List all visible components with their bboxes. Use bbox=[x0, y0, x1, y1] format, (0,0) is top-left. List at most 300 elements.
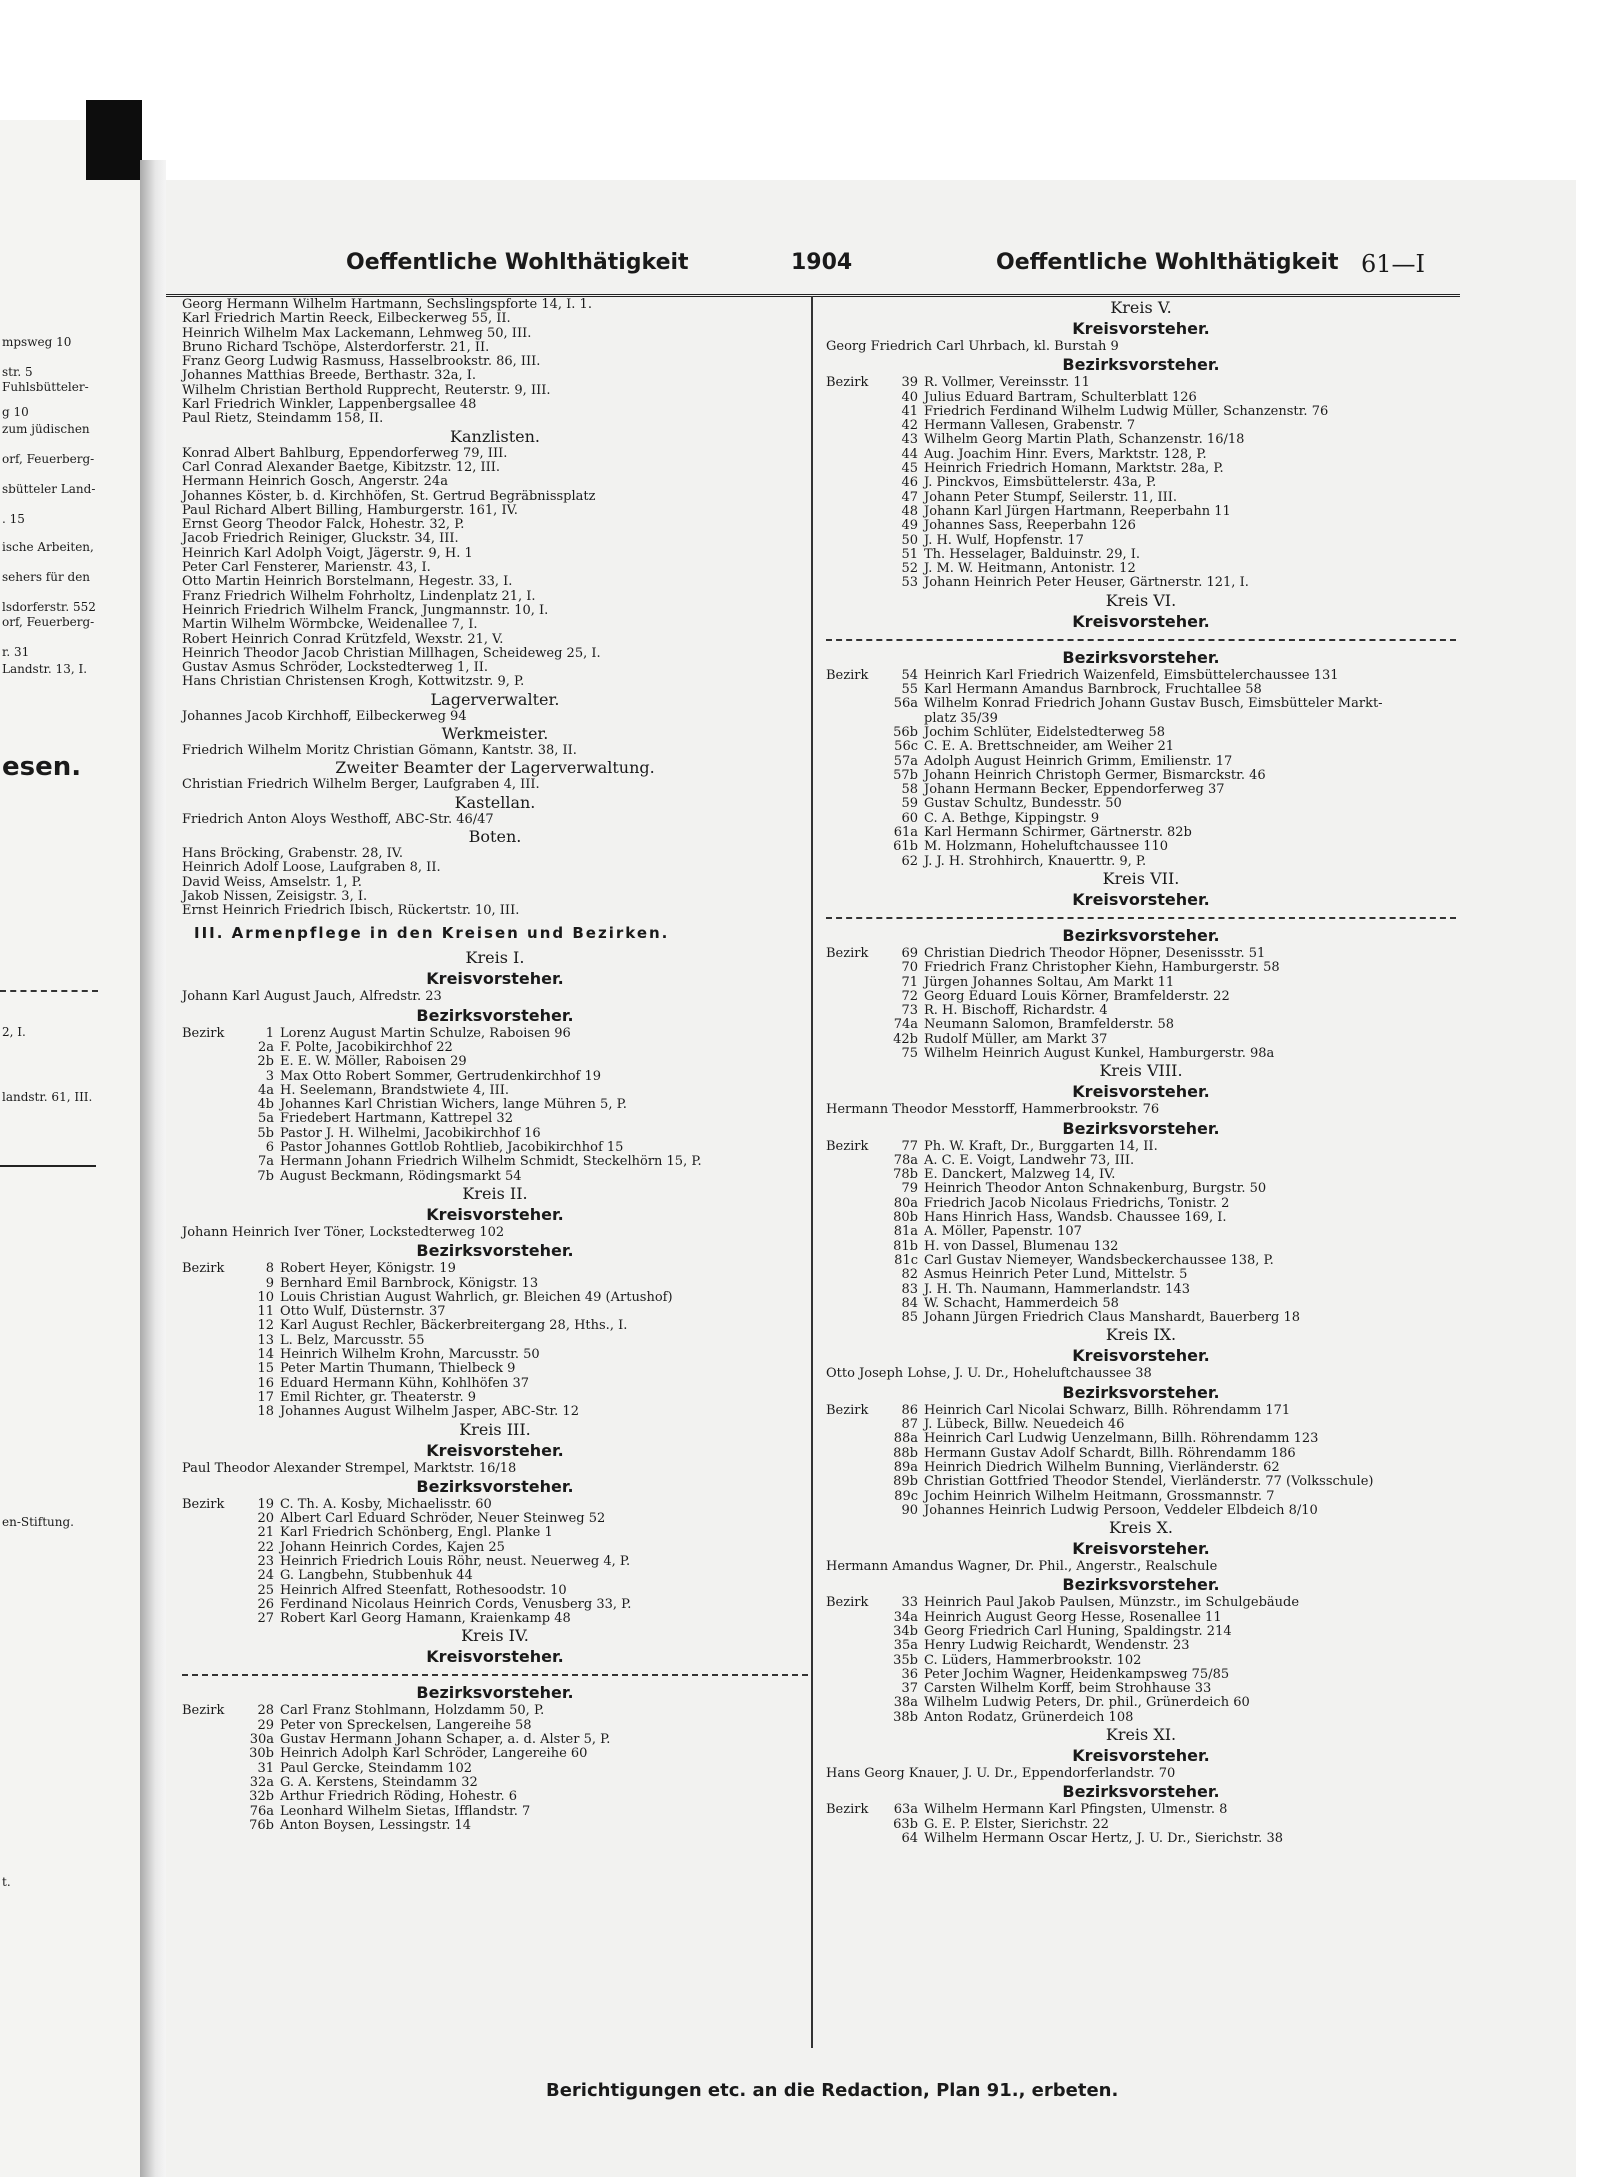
list-entry: Heinrich Adolf Loose, Laufgraben 8, II. bbox=[182, 860, 441, 876]
bezirk-name: C. A. Bethge, Kippingstr. 9 bbox=[924, 810, 1100, 826]
bezirk-label bbox=[182, 1405, 240, 1419]
bezirk-number: 56a bbox=[893, 696, 918, 712]
bezirk-entry bbox=[182, 1541, 808, 1555]
bezirksvorsteher-heading: Bezirksvorsteher. bbox=[416, 1241, 574, 1261]
bezirk-name: Wilhelm Konrad Friedrich Johann Gustav Busch, Eimsbütteler Markt- bbox=[924, 696, 1383, 712]
bezirk-number: 46 bbox=[901, 475, 918, 491]
list-entry: David Weiss, Amselstr. 1, P. bbox=[182, 874, 362, 890]
bezirk-entry bbox=[182, 1526, 808, 1540]
bezirk-entry bbox=[826, 1625, 1456, 1639]
bezirk-name: Anton Rodatz, Grünerdeich 108 bbox=[924, 1709, 1134, 1725]
bezirk-name: Julius Eduard Bartram, Schulterblatt 126 bbox=[924, 389, 1197, 405]
bezirk-label bbox=[826, 740, 884, 754]
bezirk-label bbox=[826, 1625, 884, 1639]
bezirksvorsteher-heading: Bezirksvorsteher. bbox=[1062, 1382, 1220, 1402]
list-entry: Wilhelm Christian Berthold Rupprecht, Reuterstr. 9, III. bbox=[182, 382, 551, 398]
prev-line: str. 5 bbox=[2, 365, 33, 379]
bezirk-number: 33 bbox=[901, 1595, 918, 1611]
list-entry: Ernst Heinrich Friedrich Ibisch, Rückertstr. 10, III. bbox=[182, 903, 520, 919]
bezirk-entry bbox=[182, 1027, 808, 1041]
bezirk-name: Georg Friedrich Carl Huning, Spaldingstr. 214 bbox=[924, 1624, 1232, 1639]
bezirk-name: Bernhard Emil Barnbrock, Königstr. 13 bbox=[280, 1275, 539, 1291]
bezirk-name: Heinrich Alfred Steenfatt, Rothesoodstr. 10 bbox=[280, 1582, 567, 1598]
bezirk-number: 37 bbox=[901, 1681, 918, 1697]
bezirk-number: 6 bbox=[265, 1140, 274, 1156]
list-entry: Hermann Heinrich Gosch, Angerstr. 24a bbox=[182, 474, 448, 490]
list-entry: Franz Georg Ludwig Rasmuss, Hasselbrookstr. 86, III. bbox=[182, 354, 541, 370]
bezirk-entry bbox=[182, 1762, 808, 1776]
bezirk-number: 36 bbox=[901, 1666, 918, 1682]
bezirk-label bbox=[826, 391, 884, 405]
bezirk-number: 57a bbox=[893, 753, 918, 769]
bezirk-number: 41 bbox=[901, 403, 918, 419]
bezirk-number: 18 bbox=[257, 1404, 274, 1420]
bezirk-entry bbox=[182, 1512, 808, 1526]
bezirk-number: 73 bbox=[901, 1003, 918, 1019]
bezirk-entry bbox=[826, 1182, 1456, 1196]
bezirk-entry bbox=[826, 1404, 1456, 1418]
bezirk-name: Friedebert Hartmann, Kattrepel 32 bbox=[280, 1111, 513, 1127]
bezirk-entry bbox=[182, 1070, 808, 1084]
kreis-title: Kreis VII. bbox=[1102, 868, 1180, 888]
bezirk-entry bbox=[826, 1268, 1456, 1282]
bezirk-entry bbox=[182, 1776, 808, 1790]
bezirk-name: G. E. P. Elster, Sierichstr. 22 bbox=[924, 1816, 1109, 1832]
bezirk-label bbox=[182, 1776, 240, 1790]
bezirk-label bbox=[182, 1127, 240, 1141]
kreis-block bbox=[826, 591, 1456, 869]
bezirk-entry bbox=[826, 1461, 1456, 1475]
kreisvorsteher-heading: Kreisvorsteher. bbox=[1072, 1746, 1210, 1766]
bezirk-entry bbox=[182, 1305, 808, 1319]
bezirk-entry bbox=[826, 462, 1456, 476]
bezirk-number: 4b bbox=[257, 1097, 274, 1113]
kreis-title: Kreis V. bbox=[1110, 298, 1172, 317]
bezirk-label bbox=[826, 1311, 884, 1325]
bezirk-label bbox=[826, 1504, 884, 1518]
bezirk-name: Hans Hinrich Hass, Wandsb. Chaussee 169, I. bbox=[924, 1210, 1227, 1226]
bezirk-number: 13 bbox=[257, 1332, 274, 1348]
bezirk-label bbox=[182, 1612, 240, 1626]
bezirk-entry bbox=[182, 1498, 808, 1512]
kreisvorsteher-name: Georg Friedrich Carl Uhrbach, kl. Burstah 9 bbox=[826, 339, 1119, 354]
bezirk-number: 47 bbox=[901, 489, 918, 505]
bezirk-number: 90 bbox=[901, 1502, 918, 1518]
bezirk-number: 88b bbox=[893, 1445, 918, 1461]
bezirk-name: G. Langbehn, Stubbenhuk 44 bbox=[280, 1568, 473, 1584]
list-entry: Jakob Nissen, Zeisigstr. 3, I. bbox=[182, 888, 368, 904]
bezirk-number: 54 bbox=[901, 667, 918, 683]
bezirk-label bbox=[182, 1512, 240, 1526]
bezirk-name: J. M. W. Heitmann, Antonistr. 12 bbox=[924, 561, 1136, 577]
bezirk-entry bbox=[182, 1790, 808, 1804]
bezirk-name: J. H. Th. Naumann, Hammerlandstr. 143 bbox=[924, 1281, 1190, 1297]
kreis-title: Kreis VI. bbox=[1105, 590, 1177, 610]
bezirk-label: Bezirk bbox=[826, 375, 869, 391]
bezirk-label bbox=[826, 755, 884, 769]
bezirk-label: Bezirk bbox=[182, 1025, 225, 1041]
bezirk-label bbox=[826, 462, 884, 476]
bezirk-number: 12 bbox=[257, 1318, 274, 1334]
bezirk-label bbox=[826, 1639, 884, 1653]
bezirk-entry bbox=[182, 1391, 808, 1405]
bezirk-entry bbox=[826, 1225, 1456, 1239]
list-entry: Johannes Köster, b. d. Kirchhöfen, St. Gertrud Begräbnissplatz bbox=[182, 488, 596, 504]
bezirk-name: Lorenz August Martin Schulze, Raboisen 96 bbox=[280, 1025, 571, 1041]
bezirk-entry bbox=[182, 1319, 808, 1333]
page-gutter bbox=[140, 160, 166, 2177]
bezirksvorsteher-heading: Bezirksvorsteher. bbox=[1062, 355, 1220, 375]
bezirk-label bbox=[182, 1569, 240, 1583]
kreisvorsteher-name: Johann Karl August Jauch, Alfredstr. 23 bbox=[182, 989, 442, 1005]
bezirk-number: 35b bbox=[893, 1652, 918, 1668]
list-entry: Johannes Matthias Breede, Berthastr. 32a, I. bbox=[182, 368, 477, 384]
bezirk-label bbox=[826, 1475, 884, 1489]
kreis-block bbox=[826, 1325, 1456, 1518]
bezirk-entry bbox=[826, 1611, 1456, 1625]
footer-note: Berichtigungen etc. an die Redaction, Plan 91., erbeten. bbox=[546, 2080, 1119, 2101]
bezirk-label bbox=[182, 1277, 240, 1291]
bezirk-label bbox=[182, 1584, 240, 1598]
kreisvorsteher-name: Paul Theodor Alexander Strempel, Marktstr. 16/18 bbox=[182, 1460, 517, 1476]
bezirk-number: 34a bbox=[893, 1609, 918, 1625]
bezirk-entry bbox=[182, 1747, 808, 1761]
bezirk-entry bbox=[826, 1490, 1456, 1504]
bezirk-label bbox=[826, 1711, 884, 1725]
bezirk-name: Johannes Karl Christian Wichers, lange Mühren 5, P. bbox=[280, 1097, 627, 1113]
bezirk-number: 44 bbox=[901, 446, 918, 462]
bezirk-label: Bezirk bbox=[182, 1703, 225, 1719]
bezirk-entry bbox=[826, 726, 1456, 740]
section-title: Zweiter Beamter der Lagerverwaltung. bbox=[335, 758, 655, 778]
bezirk-name: Heinrich Adolph Karl Schröder, Langereihe 60 bbox=[280, 1746, 588, 1762]
bezirk-number: 38a bbox=[893, 1695, 918, 1711]
bezirk-label bbox=[826, 1168, 884, 1182]
bezirk-entry bbox=[826, 576, 1456, 590]
bezirk-label bbox=[182, 1070, 240, 1084]
bezirk-entry bbox=[182, 1719, 808, 1733]
bezirk-name: Robert Karl Georg Hamann, Kraienkamp 48 bbox=[280, 1611, 571, 1627]
bezirk-name: Henry Ludwig Reichardt, Wendenstr. 23 bbox=[924, 1638, 1190, 1654]
kreis-block bbox=[826, 1061, 1456, 1325]
kreisvorsteher-heading: Kreisvorsteher. bbox=[1072, 319, 1210, 338]
bezirk-number: 45 bbox=[901, 461, 918, 477]
bezirk-label bbox=[182, 1141, 240, 1155]
bezirk-number: 28 bbox=[257, 1703, 274, 1719]
bezirksvorsteher-heading: Bezirksvorsteher. bbox=[416, 1005, 574, 1025]
bezirk-number: 74a bbox=[893, 1017, 918, 1033]
bezirk-entry bbox=[826, 1047, 1456, 1061]
bezirk-number: 64 bbox=[901, 1830, 918, 1846]
list-entry: Paul Richard Albert Billing, Hamburgerstr. 161, IV. bbox=[182, 502, 518, 518]
bezirk-name: H. von Dassel, Blumenau 132 bbox=[924, 1238, 1119, 1254]
bezirksvorsteher-heading: Bezirksvorsteher. bbox=[1062, 925, 1220, 945]
bezirk-number: 77 bbox=[901, 1138, 918, 1154]
bezirk-entry bbox=[826, 534, 1456, 548]
bezirk-number: 85 bbox=[901, 1310, 918, 1326]
bezirk-number: 30a bbox=[249, 1732, 274, 1748]
bezirk-number: 63b bbox=[893, 1816, 918, 1832]
bezirk-number: 88a bbox=[893, 1431, 918, 1447]
bezirk-entry bbox=[826, 976, 1456, 990]
bezirk-entry bbox=[826, 419, 1456, 433]
bezirk-name: C. Lüders, Hammerbrookstr. 102 bbox=[924, 1652, 1142, 1668]
bezirk-label bbox=[826, 797, 884, 811]
bezirk-entry bbox=[182, 1141, 808, 1155]
bezirk-label bbox=[182, 1805, 240, 1819]
kreisvorsteher-heading: Kreisvorsteher. bbox=[1072, 1346, 1210, 1366]
bezirk-entry bbox=[182, 1262, 808, 1276]
kreisvorsteher-name: Johann Heinrich Iver Töner, Lockstedterweg 102 bbox=[182, 1224, 505, 1240]
bezirk-number: 24 bbox=[257, 1568, 274, 1584]
bezirk-entry bbox=[826, 448, 1456, 462]
bezirk-label bbox=[826, 1832, 884, 1846]
bezirk-number: 51 bbox=[901, 546, 918, 562]
bezirk-name: Pastor Johannes Gottlob Rohtlieb, Jacobikirchhof 15 bbox=[280, 1140, 624, 1156]
bezirk-label bbox=[826, 840, 884, 854]
bezirk-number: 53 bbox=[901, 575, 918, 591]
bezirk-entry bbox=[182, 1334, 808, 1348]
bezirk-number: 61b bbox=[893, 839, 918, 855]
bezirk-entry bbox=[826, 1211, 1456, 1225]
prev-line: lsdorferstr. 552 bbox=[2, 600, 96, 614]
bezirk-entry bbox=[826, 505, 1456, 519]
bezirk-label bbox=[826, 812, 884, 826]
bezirk-entry bbox=[182, 1704, 808, 1718]
bezirk-label bbox=[826, 448, 884, 462]
bezirk-label bbox=[826, 1225, 884, 1239]
bezirk-label bbox=[182, 1055, 240, 1069]
bezirk-name: F. Polte, Jacobikirchhof 22 bbox=[280, 1039, 453, 1055]
kreisvorsteher-heading: Kreisvorsteher. bbox=[1072, 1082, 1210, 1102]
bezirk-label bbox=[826, 1283, 884, 1297]
bezirk-label bbox=[826, 1018, 884, 1032]
bezirk-label bbox=[826, 697, 884, 711]
bezirk-entry bbox=[826, 1447, 1456, 1461]
bezirk-entry bbox=[826, 740, 1456, 754]
bezirk-number: 82 bbox=[901, 1267, 918, 1283]
bezirk-entry bbox=[826, 840, 1456, 854]
bezirk-name: Jochim Schlüter, Eidelstedterweg 58 bbox=[924, 724, 1166, 740]
bezirk-number: 87 bbox=[901, 1417, 918, 1433]
bezirk-number: 89a bbox=[893, 1459, 918, 1475]
bezirk-number: 83 bbox=[901, 1281, 918, 1297]
bezirk-entry bbox=[826, 1197, 1456, 1211]
bezirk-number: 59 bbox=[901, 796, 918, 812]
bezirk-name: E. E. W. Möller, Raboisen 29 bbox=[280, 1054, 467, 1070]
bezirk-number: 55 bbox=[901, 682, 918, 698]
left-column bbox=[182, 298, 808, 1833]
bezirk-name: J. Lübeck, Billw. Neuedeich 46 bbox=[924, 1417, 1125, 1433]
bezirk-name: Louis Christian August Wahrlich, gr. Bleichen 49 (Artushof) bbox=[280, 1289, 673, 1305]
kreis-block bbox=[182, 948, 808, 1184]
bezirk-entry bbox=[826, 1311, 1456, 1325]
bezirk-entry bbox=[182, 1733, 808, 1747]
prev-line: en-Stiftung. bbox=[2, 1515, 74, 1529]
bezirk-name: Carl Franz Stohlmann, Holzdamm 50, P. bbox=[280, 1703, 545, 1719]
bezirk-label: Bezirk bbox=[826, 1402, 869, 1418]
bezirk-name: platz 35/39 bbox=[924, 710, 998, 726]
bezirk-number: 29 bbox=[257, 1717, 274, 1733]
bezirk-entry bbox=[826, 562, 1456, 576]
section-title: Kastellan. bbox=[454, 792, 536, 812]
bezirksvorsteher-heading: Bezirksvorsteher. bbox=[416, 1683, 574, 1703]
bezirk-name: Johann Peter Stumpf, Seilerstr. 11, III. bbox=[924, 489, 1178, 505]
bezirk-number: 57b bbox=[893, 767, 918, 783]
bezirk-label bbox=[826, 548, 884, 562]
kreisvorsteher-name: Hans Georg Knauer, J. U. Dr., Eppendorferlandstr. 70 bbox=[826, 1766, 1176, 1782]
bezirk-entry bbox=[826, 1297, 1456, 1311]
bezirk-number: 76b bbox=[249, 1817, 274, 1833]
bezirk-label bbox=[826, 1682, 884, 1696]
prev-line: zum jüdischen bbox=[2, 422, 90, 436]
bezirk-label bbox=[826, 855, 884, 869]
bezirk-name: Carl Gustav Niemeyer, Wandsbeckerchaussee 138, P. bbox=[924, 1252, 1274, 1268]
bezirk-number: 56b bbox=[893, 724, 918, 740]
bezirk-label bbox=[826, 1654, 884, 1668]
bezirk-name: Jochim Heinrich Wilhelm Heitmann, Grossmannstr. 7 bbox=[924, 1488, 1275, 1504]
bezirk-label bbox=[182, 1762, 240, 1776]
bezirk-label bbox=[826, 505, 884, 519]
bezirk-name: Heinrich Friedrich Homann, Marktstr. 28a, P. bbox=[924, 461, 1224, 477]
list-entry: Heinrich Wilhelm Max Lackemann, Lehmweg 50, III. bbox=[182, 325, 532, 341]
bezirk-number: 38b bbox=[893, 1709, 918, 1725]
bezirk-entry bbox=[182, 1612, 808, 1626]
prev-line: Fuhlsbütteler- bbox=[2, 380, 89, 394]
bezirk-number: 76a bbox=[249, 1803, 274, 1819]
kreisvorsteher-heading: Kreisvorsteher. bbox=[426, 1204, 564, 1224]
prev-line: mpsweg 10 bbox=[2, 335, 72, 349]
kastellan-entry: Friedrich Anton Aloys Westhoff, ABC-Str. 46/47 bbox=[182, 811, 494, 827]
kreisvorsteher-heading: Kreisvorsteher. bbox=[426, 1440, 564, 1460]
bezirk-name: G. A. Kerstens, Steindamm 32 bbox=[280, 1774, 478, 1790]
bezirk-entry bbox=[826, 548, 1456, 562]
bezirk-entry bbox=[182, 1041, 808, 1055]
bezirk-entry bbox=[826, 755, 1456, 769]
bezirk-entry bbox=[182, 1291, 808, 1305]
bezirk-number: 10 bbox=[257, 1289, 274, 1305]
bezirksvorsteher-heading: Bezirksvorsteher. bbox=[1062, 1782, 1220, 1802]
bezirk-label bbox=[826, 961, 884, 975]
bezirk-name: Johannes Heinrich Ludwig Persoon, Veddeler Elbdeich 8/10 bbox=[924, 1502, 1318, 1518]
kreis-block bbox=[826, 1518, 1456, 1725]
bezirk-label bbox=[182, 1291, 240, 1305]
list-entry: Hans Bröcking, Grabenstr. 28, IV. bbox=[182, 845, 404, 861]
bezirk-entry bbox=[826, 1283, 1456, 1297]
bezirk-label bbox=[182, 1155, 240, 1169]
kreis-block bbox=[182, 1184, 808, 1420]
prev-rule bbox=[0, 1165, 96, 1167]
bezirk-label bbox=[826, 726, 884, 740]
dashed-rule bbox=[826, 639, 1456, 641]
bezirk-label bbox=[182, 1747, 240, 1761]
bezirk-entry bbox=[182, 1127, 808, 1141]
kreis-title: Kreis I. bbox=[465, 948, 525, 968]
bezirk-entry bbox=[826, 1696, 1456, 1710]
bezirk-label bbox=[826, 534, 884, 548]
bezirk-name: Wilhelm Hermann Oscar Hertz, J. U. Dr., Sierichstr. 38 bbox=[924, 1830, 1283, 1846]
bezirk-label bbox=[826, 1668, 884, 1682]
bezirk-label bbox=[826, 1211, 884, 1225]
bezirk-entry bbox=[826, 1596, 1456, 1610]
prev-line: t. bbox=[2, 1875, 11, 1889]
bezirk-number: 11 bbox=[257, 1304, 274, 1320]
bezirk-name: Heinrich Friedrich Louis Röhr, neust. Neuerweg 4, P. bbox=[280, 1554, 631, 1569]
bezirk-number: 23 bbox=[257, 1554, 274, 1569]
main-page bbox=[166, 180, 1576, 2177]
bezirk-number: 72 bbox=[901, 988, 918, 1004]
bezirk-entry bbox=[826, 1432, 1456, 1446]
bezirk-label bbox=[182, 1084, 240, 1098]
bezirk-label bbox=[826, 419, 884, 433]
bezirk-entry bbox=[826, 961, 1456, 975]
list-entry: Heinrich Theodor Jacob Christian Millhagen, Scheideweg 25, I. bbox=[182, 645, 601, 661]
bezirksvorsteher-heading: Bezirksvorsteher. bbox=[1062, 647, 1220, 667]
bezirk-name: Gustav Hermann Johann Schaper, a. d. Alster 5, P. bbox=[280, 1732, 611, 1748]
bezirk-name: Ph. W. Kraft, Dr., Burggarten 14, II. bbox=[924, 1138, 1158, 1154]
kreis-title: Kreis II. bbox=[462, 1183, 528, 1203]
bezirk-label bbox=[182, 1719, 240, 1733]
bezirk-number: 4a bbox=[257, 1082, 274, 1098]
bezirk-entry bbox=[826, 519, 1456, 533]
bezirk-name: Hermann Gustav Adolf Schardt, Billh. Röhrendamm 186 bbox=[924, 1445, 1296, 1461]
bezirk-number: 43 bbox=[901, 432, 918, 448]
bezirk-name: Wilhelm Georg Martin Plath, Schanzenstr. 16/18 bbox=[924, 432, 1245, 448]
prev-line: ische Arbeiten, bbox=[2, 540, 94, 554]
bezirk-name: Friedrich Ferdinand Wilhelm Ludwig Müller, Schanzenstr. 76 bbox=[924, 403, 1329, 419]
bezirk-name: Peter Martin Thumann, Thielbeck 9 bbox=[280, 1361, 516, 1377]
bezirk-number: 69 bbox=[901, 945, 918, 961]
bezirk-number: 7a bbox=[257, 1154, 274, 1170]
bezirksvorsteher-heading: Bezirksvorsteher. bbox=[416, 1476, 574, 1496]
list-entry: Georg Hermann Wilhelm Hartmann, Sechslingspforte 14, I. 1. bbox=[182, 297, 592, 312]
prev-line: sehers für den bbox=[2, 570, 91, 584]
list-entry: Otto Martin Heinrich Borstelmann, Hegestr. 33, I. bbox=[182, 574, 513, 590]
bezirk-label bbox=[826, 990, 884, 1004]
prev-line: Landstr. 13, I. bbox=[2, 662, 88, 676]
bezirk-label bbox=[826, 1268, 884, 1282]
bezirk-label bbox=[182, 1348, 240, 1362]
previous-page-strip bbox=[0, 120, 140, 2177]
bezirk-entry bbox=[826, 812, 1456, 826]
bezirk-name: Neumann Salomon, Bramfelderstr. 58 bbox=[924, 1017, 1175, 1033]
bezirk-label bbox=[182, 1098, 240, 1112]
bezirk-name: Arthur Friedrich Röding, Hohestr. 6 bbox=[280, 1789, 517, 1805]
bezirk-name: Max Otto Robert Sommer, Gertrudenkirchhof 19 bbox=[280, 1068, 602, 1084]
bezirk-entry bbox=[826, 1475, 1456, 1489]
bezirk-number: 35a bbox=[893, 1638, 918, 1654]
bezirk-name: Peter Jochim Wagner, Heidenkampsweg 75/85 bbox=[924, 1666, 1230, 1682]
bezirk-entry bbox=[826, 1168, 1456, 1182]
bezirk-name: J. Pinckvos, Eimsbüttelerstr. 43a, P. bbox=[924, 475, 1157, 491]
bezirk-name: R. Vollmer, Vereinsstr. 11 bbox=[924, 375, 1090, 391]
list-entry: Karl Friedrich Winkler, Lappenbergsallee 48 bbox=[182, 397, 477, 413]
bezirk-name: A. Möller, Papenstr. 107 bbox=[924, 1224, 1082, 1240]
page-header bbox=[166, 250, 1460, 297]
bezirk-entry bbox=[826, 376, 1456, 390]
bezirk-number: 19 bbox=[257, 1496, 274, 1512]
bezirk-name: Adolph August Heinrich Grimm, Emilienstr. 17 bbox=[924, 753, 1233, 769]
bezirk-name: Johannes Sass, Reeperbahn 126 bbox=[924, 518, 1136, 534]
kreisvorsteher-heading: Kreisvorsteher. bbox=[1072, 611, 1210, 631]
bezirk-name: E. Danckert, Malzweg 14, IV. bbox=[924, 1167, 1116, 1183]
bezirk-name: R. H. Bischoff, Richardstr. 4 bbox=[924, 1003, 1108, 1019]
bezirk-name: Christian Gottfried Theodor Stendel, Vierländerstr. 77 (Volksschule) bbox=[924, 1474, 1374, 1490]
bezirk-label bbox=[826, 1004, 884, 1018]
lager-entry: Johannes Jacob Kirchhoff, Eilbeckerweg 94 bbox=[182, 708, 467, 724]
bezirk-label bbox=[182, 1305, 240, 1319]
bezirk-label: Bezirk bbox=[826, 1595, 869, 1611]
